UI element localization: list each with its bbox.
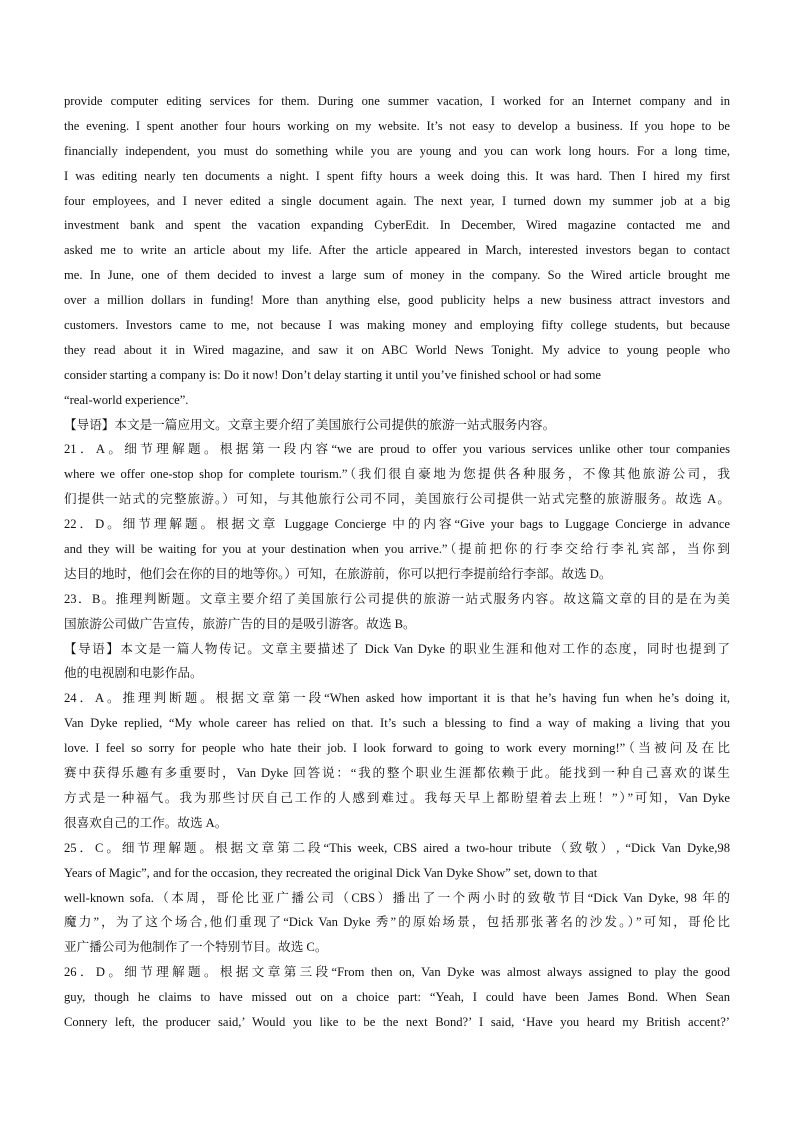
text-line: 25．C。细节理解题。根据文章第二段“This week, CBS aired a two-hour tribute（致敬）, “Dick Van Dyke,98 xyxy=(64,840,730,855)
text-line: Van Dyke replied, “My whole career has relied on that. It’s such a blessing to find a way of making a living that you xyxy=(64,716,730,731)
text-line: love. I feel so sorry for people who hate their job. I look forward to going to work every morning!”（当被问及在比 xyxy=(64,741,730,756)
text-line: 26．D。细节理解题。根据文章第三段“From then on, Van Dyke was almost always assigned to play the good xyxy=(64,965,730,980)
text-line: 达目的地时，他们会在你的目的地等你。）可知，在旅游前，你可以把行李提前给行李部。故选 D。 xyxy=(64,566,612,581)
text-line: guy, though he claims to have missed out on a choice part: “Yeah, I could have been James Bond. When Sean xyxy=(64,990,730,1005)
text-line: where we offer one-stop shop for complete tourism.”（我们很自豪地为您提供各种服务，不像其他旅游公司，我 xyxy=(64,467,730,482)
text-line: provide computer editing services for them. During one summer vacation, I worked for an Internet company and in xyxy=(64,94,730,108)
text-line: 【导语】本文是一篇人物传记。文章主要描述了 Dick Van Dyke 的职业生涯和他对工作的态度，同时也提到了 xyxy=(64,641,730,656)
document-body xyxy=(64,89,730,1035)
text-line: 【导语】本文是一篇应用文。文章主要介绍了美国旅行公司提供的旅游一站式服务内容。 xyxy=(64,417,556,432)
text-line: 22．D。细节理解题。根据文章 Luggage Concierge 中的内容“Give your bags to Luggage Concierge in advance xyxy=(64,517,731,532)
text-line: 亚广播公司为他制作了一个特别节目。故选 C。 xyxy=(64,940,328,955)
text-line: I was editing nearly ten documents a night. I spent fifty hours a week doing this. It was hard. Then I hired my first xyxy=(64,168,730,183)
text-line: 赛中获得乐趣有多重要时，Van Dyke 回答说：“我的整个职业生涯都依赖于此。能找到一种自己喜欢的谋生 xyxy=(64,766,730,781)
text-line: well-known sofa.（本周，哥伦比亚广播公司（CBS）播出了一个两小时的致敬节目“Dick Van Dyke, 98 年的 xyxy=(64,890,730,905)
text-line: Connery left, the producer said,’ Would you like to be the next Bond?’ I said, ‘Have you heard my British accent?’ xyxy=(64,1014,730,1029)
text-line: 们提供一站式的完整旅游。）可知，与其他旅行公司不同，美国旅行公司提供一站式完整的旅游服务。故选 A。 xyxy=(64,492,730,507)
text-line: 方式是一种福气。我为那些讨厌自己工作的人感到难过。我每天早上都盼望着去上班！”）”可知，Van Dyke xyxy=(64,790,730,805)
text-line: customers. Investors came to me, not because I was making money and employing fifty college students, but because xyxy=(64,318,730,333)
text-line: consider starting a company is: Do it now! Don’t delay starting it until you’ve finished school or had some xyxy=(64,367,602,382)
text-line: asked me to write an article about my life. After the article appeared in March, interested investors began to contact xyxy=(64,243,730,258)
text-line: 魔力”，为了这个场合,他们重现了“Dick Van Dyke 秀”的原始场景，包括那张著名的沙发。）”可知，哥伦比 xyxy=(64,915,730,930)
text-line: 国旅游公司做广告宣传，旅游广告的目的是吸引游客。故选 B。 xyxy=(64,616,416,631)
text-line: financially independent, you must do something while you are young and you can work long hours. For a long time, xyxy=(64,143,730,158)
text-line: investment bank and spent the vacation expanding CyberEdit. In December, Wired magazine contacted me and xyxy=(64,218,730,233)
text-line: 21．A。细节理解题。根据第一段内容“we are proud to offer you various services unlike other tour companies xyxy=(64,442,730,457)
text-line: “real-world experience”. xyxy=(64,392,189,407)
text-line: 23．B。推理判断题。文章主要介绍了美国旅行公司提供的旅游一站式服务内容。故这篇文章的目的是在为美 xyxy=(64,591,730,606)
text-line: me. In June, one of them decided to invest a large sum of money in the company. So the Wired article brought me xyxy=(64,268,730,283)
text-line: 24．A。推理判断题。根据文章第一段“When asked how important it is that he’s having fun when he’s doing it, xyxy=(64,691,730,706)
text-line: Years of Magic”, and for the occasion, they recreated the original Dick Van Dyke Show” set, down to that xyxy=(64,865,598,880)
text-line: and they will be waiting for you at your destination when you arrive.”（提前把你的行李交给行李礼宾部，当你到 xyxy=(64,542,730,557)
text-line: 很喜欢自己的工作。故选 A。 xyxy=(64,815,228,830)
text-line: 他的电视剧和电影作品。 xyxy=(64,666,203,681)
text-line: the evening. I spent another four hours working on my website. It’s not easy to develop a business. If you hope to be xyxy=(64,118,730,133)
text-line: they read about it in Wired magazine, and saw it on ABC World News Tonight. My advice to young people who xyxy=(64,342,730,357)
text-line: four employees, and I never edited a single document again. The next year, I turned down my summer job at a big xyxy=(64,193,730,208)
text-line: over a million dollars in funding! More than anything else, good publicity helps a new business attract investors and xyxy=(64,293,730,308)
